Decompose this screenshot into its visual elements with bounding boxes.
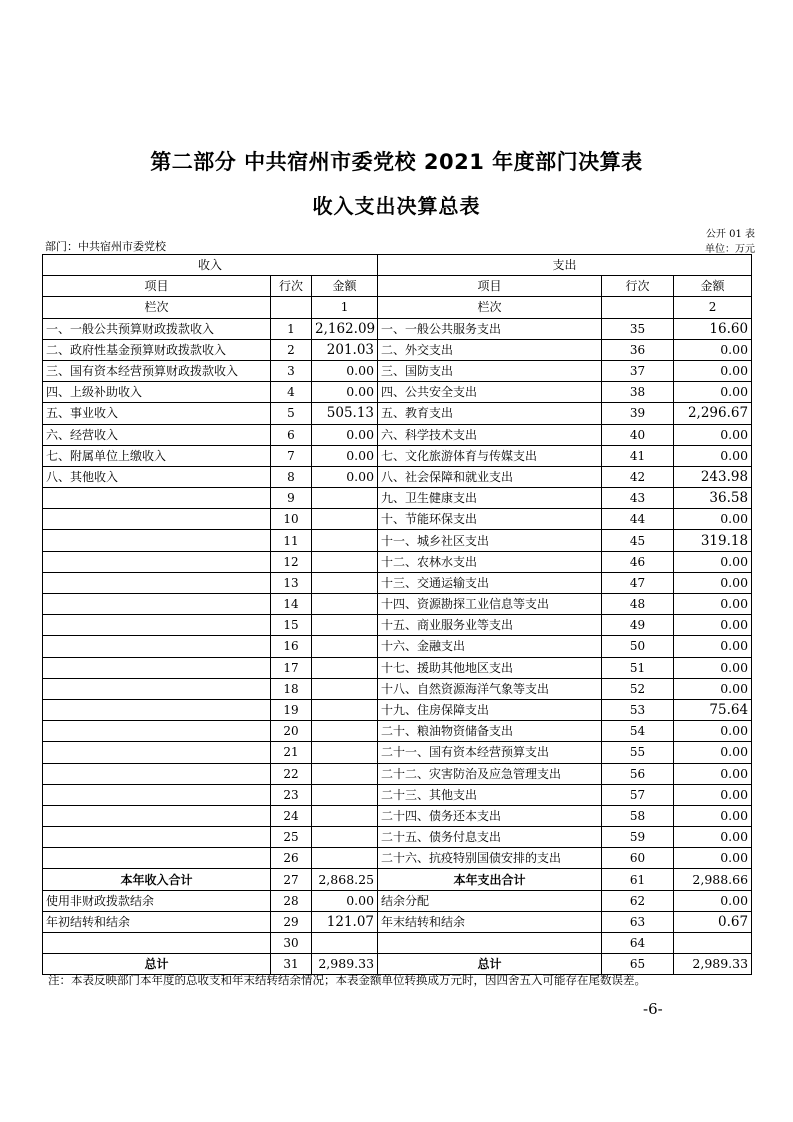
expense-amount-cell: 0.00 — [674, 339, 752, 360]
income-row-no-cell: 10 — [271, 509, 312, 530]
income-amount-cell — [312, 678, 378, 699]
table-row — [43, 509, 752, 530]
expense-amount-cell: 0.00 — [674, 784, 752, 805]
income-item-cell — [43, 488, 271, 509]
expense-row-no-cell: 65 — [602, 954, 674, 975]
income-item-cell — [43, 805, 271, 826]
expense-amount-cell: 243.98 — [674, 466, 752, 487]
table-row — [43, 615, 752, 636]
income-item-cell — [43, 551, 271, 572]
income-amount-cell — [312, 594, 378, 615]
expense-amount-cell: 0.00 — [674, 445, 752, 466]
income-item-cell — [43, 509, 271, 530]
table-row — [43, 424, 752, 445]
income-item-cell: 使用非财政拨款结余 — [43, 890, 271, 911]
expense-row-no-cell: 59 — [602, 827, 674, 848]
table-row — [43, 572, 752, 593]
income-row-no-cell: 22 — [271, 763, 312, 784]
income-item-cell — [43, 742, 271, 763]
expense-row-no-cell: 46 — [602, 551, 674, 572]
expense-row-no-cell: 49 — [602, 615, 674, 636]
expense-row-no-cell: 55 — [602, 742, 674, 763]
table-row — [43, 551, 752, 572]
income-amount-cell — [312, 572, 378, 593]
income-item-cell — [43, 636, 271, 657]
expense-row-no-cell: 35 — [602, 318, 674, 339]
income-amount-cell: 121.07 — [312, 911, 378, 932]
expense-row-no-cell: 56 — [602, 763, 674, 784]
expense-item-cell: 十三、交通运输支出 — [378, 572, 602, 593]
income-amount-cell: 0.00 — [312, 424, 378, 445]
income-item-cell — [43, 721, 271, 742]
expense-item-cell: 十二、农林水支出 — [378, 551, 602, 572]
expense-row-no-cell: 54 — [602, 721, 674, 742]
expense-amount-cell: 0.00 — [674, 360, 752, 381]
income-item-cell — [43, 594, 271, 615]
expense-item-cell: 总计 — [378, 954, 602, 975]
expense-row-no-cell: 58 — [602, 805, 674, 826]
table-row — [43, 360, 752, 381]
expense-item-cell: 二十四、债务还本支出 — [378, 805, 602, 826]
expense-row-no-cell: 53 — [602, 699, 674, 720]
expense-amount-cell: 0.00 — [674, 636, 752, 657]
income-row-no-cell: 19 — [271, 699, 312, 720]
expense-amount-cell: 0.67 — [674, 911, 752, 932]
income-item-cell — [43, 763, 271, 784]
income-item-cell: 总计 — [43, 954, 271, 975]
expense-row-no-cell: 43 — [602, 488, 674, 509]
expense-amount-cell: 0.00 — [674, 805, 752, 826]
expense-amount-cell: 0.00 — [674, 594, 752, 615]
expense-amount-cell: 0.00 — [674, 509, 752, 530]
income-item-cell: 八、其他收入 — [43, 466, 271, 487]
expense-column-index: 2 — [674, 297, 752, 318]
expense-row-no-cell: 60 — [602, 848, 674, 869]
table-row — [43, 699, 752, 720]
unit-label: 单位：万元 — [705, 244, 755, 255]
expense-item-cell: 十九、住房保障支出 — [378, 699, 602, 720]
department-label: 部门：中共宿州市委党校 — [45, 240, 166, 253]
expense-amount-cell: 2,989.33 — [674, 954, 752, 975]
income-row-no-cell: 15 — [271, 615, 312, 636]
income-amount-cell: 0.00 — [312, 360, 378, 381]
table-row — [43, 530, 752, 551]
income-row-no-cell: 28 — [271, 890, 312, 911]
expense-amount-cell: 0.00 — [674, 572, 752, 593]
table-row — [43, 721, 752, 742]
income-item-cell — [43, 827, 271, 848]
expense-amount-cell: 0.00 — [674, 890, 752, 911]
income-header: 收入 — [43, 255, 378, 276]
expense-item-cell — [378, 933, 602, 954]
income-row-no-cell: 29 — [271, 911, 312, 932]
expense-amount-cell: 2,296.67 — [674, 403, 752, 424]
income-item-cell: 四、上级补助收入 — [43, 382, 271, 403]
expense-row-no-cell: 39 — [602, 403, 674, 424]
table-row — [43, 339, 752, 360]
expense-row-no-cell: 64 — [602, 933, 674, 954]
expense-row-no-cell: 36 — [602, 339, 674, 360]
expense-row-no-cell: 52 — [602, 678, 674, 699]
expense-item-header: 项目 — [378, 276, 602, 297]
expense-row-no-cell: 45 — [602, 530, 674, 551]
expense-item-cell: 十四、资源勘探工业信息等支出 — [378, 594, 602, 615]
expense-amount-cell — [674, 933, 752, 954]
table-row — [43, 466, 752, 487]
income-item-header: 项目 — [43, 276, 271, 297]
income-item-cell — [43, 530, 271, 551]
income-item-cell — [43, 848, 271, 869]
income-item-cell — [43, 615, 271, 636]
page-subtitle: 收入支出决算总表 — [312, 194, 481, 218]
income-row-no-cell: 4 — [271, 382, 312, 403]
table-row — [43, 403, 752, 424]
expense-item-cell: 二十三、其他支出 — [378, 784, 602, 805]
income-column-blank — [271, 297, 312, 318]
income-amount-cell — [312, 657, 378, 678]
income-amount-cell: 0.00 — [312, 445, 378, 466]
income-item-cell — [43, 784, 271, 805]
expense-column-label: 栏次 — [378, 297, 602, 318]
expense-item-cell: 二、外交支出 — [378, 339, 602, 360]
income-amount-cell: 0.00 — [312, 890, 378, 911]
expense-item-cell: 二十五、债务付息支出 — [378, 827, 602, 848]
expense-amount-cell: 0.00 — [674, 848, 752, 869]
income-amount-cell: 0.00 — [312, 466, 378, 487]
header-row-column-index — [43, 297, 752, 318]
expense-item-cell: 五、教育支出 — [378, 403, 602, 424]
income-amount-cell: 2,989.33 — [312, 954, 378, 975]
income-item-cell: 七、附属单位上缴收入 — [43, 445, 271, 466]
table-row — [43, 594, 752, 615]
income-amount-cell — [312, 721, 378, 742]
income-row-no-cell: 16 — [271, 636, 312, 657]
income-row-no-cell: 2 — [271, 339, 312, 360]
income-item-cell: 三、国有资本经营预算财政拨款收入 — [43, 360, 271, 381]
income-amount-cell: 505.13 — [312, 403, 378, 424]
expense-row-no-cell: 63 — [602, 911, 674, 932]
table-row — [43, 382, 752, 403]
income-row-no-cell: 25 — [271, 827, 312, 848]
income-item-cell: 一、一般公共预算财政拨款收入 — [43, 318, 271, 339]
income-item-cell: 本年收入合计 — [43, 869, 271, 890]
expense-item-cell: 二十六、抗疫特别国债安排的支出 — [378, 848, 602, 869]
expense-item-cell: 本年支出合计 — [378, 869, 602, 890]
expense-row-no-cell: 38 — [602, 382, 674, 403]
income-row-no-cell: 27 — [271, 869, 312, 890]
income-amount-cell — [312, 615, 378, 636]
table-row — [43, 890, 752, 911]
income-row-no-header: 行次 — [271, 276, 312, 297]
income-amount-cell — [312, 509, 378, 530]
income-item-cell — [43, 699, 271, 720]
income-amount-cell — [312, 530, 378, 551]
income-amount-cell — [312, 742, 378, 763]
page-number: -6- — [643, 1000, 663, 1018]
table-row — [43, 869, 752, 890]
income-amount-header: 金额 — [312, 276, 378, 297]
income-amount-cell — [312, 848, 378, 869]
expense-amount-cell: 0.00 — [674, 657, 752, 678]
expense-item-cell: 七、文化旅游体育与传媒支出 — [378, 445, 602, 466]
income-item-cell: 五、事业收入 — [43, 403, 271, 424]
income-row-no-cell: 24 — [271, 805, 312, 826]
expense-item-cell: 十六、金融支出 — [378, 636, 602, 657]
expense-item-cell: 八、社会保障和就业支出 — [378, 466, 602, 487]
expense-amount-cell: 75.64 — [674, 699, 752, 720]
income-amount-cell: 201.03 — [312, 339, 378, 360]
expense-row-no-cell: 48 — [602, 594, 674, 615]
expense-row-no-cell: 62 — [602, 890, 674, 911]
table-row — [43, 933, 752, 954]
expense-amount-cell: 0.00 — [674, 382, 752, 403]
expense-row-no-cell: 40 — [602, 424, 674, 445]
expense-row-no-cell: 37 — [602, 360, 674, 381]
table-code: 公开 01 表 — [705, 229, 755, 240]
expense-row-no-cell: 51 — [602, 657, 674, 678]
expense-amount-cell: 0.00 — [674, 742, 752, 763]
expense-amount-header: 金额 — [674, 276, 752, 297]
expense-item-cell: 十一、城乡社区支出 — [378, 530, 602, 551]
expense-item-cell: 十五、商业服务业等支出 — [378, 615, 602, 636]
income-row-no-cell: 14 — [271, 594, 312, 615]
expense-item-cell: 十七、援助其他地区支出 — [378, 657, 602, 678]
income-row-no-cell: 21 — [271, 742, 312, 763]
income-row-no-cell: 31 — [271, 954, 312, 975]
table-row — [43, 805, 752, 826]
expense-amount-cell: 0.00 — [674, 615, 752, 636]
expense-item-cell: 二十、粮油物资储备支出 — [378, 721, 602, 742]
income-item-cell — [43, 933, 271, 954]
expense-row-no-cell: 50 — [602, 636, 674, 657]
income-amount-cell — [312, 933, 378, 954]
income-item-cell — [43, 572, 271, 593]
expense-row-no-cell: 47 — [602, 572, 674, 593]
table-row — [43, 636, 752, 657]
expense-item-cell: 十八、自然资源海洋气象等支出 — [378, 678, 602, 699]
expense-row-no-cell: 44 — [602, 509, 674, 530]
income-item-cell: 年初结转和结余 — [43, 911, 271, 932]
income-amount-cell: 0.00 — [312, 382, 378, 403]
table-row — [43, 827, 752, 848]
income-expense-table — [42, 254, 752, 975]
income-row-no-cell: 30 — [271, 933, 312, 954]
income-amount-cell — [312, 699, 378, 720]
expense-item-cell: 年末结转和结余 — [378, 911, 602, 932]
expense-header: 支出 — [378, 255, 752, 276]
table-row — [43, 488, 752, 509]
table-row — [43, 445, 752, 466]
expense-amount-cell: 2,988.66 — [674, 869, 752, 890]
expense-item-cell: 十、节能环保支出 — [378, 509, 602, 530]
table-row — [43, 318, 752, 339]
expense-row-no-header: 行次 — [602, 276, 674, 297]
income-row-no-cell: 9 — [271, 488, 312, 509]
expense-item-cell: 九、卫生健康支出 — [378, 488, 602, 509]
income-row-no-cell: 7 — [271, 445, 312, 466]
expense-item-cell: 二十一、国有资本经营预算支出 — [378, 742, 602, 763]
expense-amount-cell: 0.00 — [674, 763, 752, 784]
expense-column-blank — [602, 297, 674, 318]
table-row — [43, 911, 752, 932]
table-row — [43, 742, 752, 763]
expense-row-no-cell: 61 — [602, 869, 674, 890]
table-body — [43, 255, 752, 975]
income-amount-cell — [312, 551, 378, 572]
expense-amount-cell: 0.00 — [674, 721, 752, 742]
income-amount-cell — [312, 827, 378, 848]
table-row — [43, 848, 752, 869]
page-title: 第二部分 中共宿州市委党校 2021 年度部门决算表 — [150, 150, 643, 174]
income-row-no-cell: 17 — [271, 657, 312, 678]
income-item-cell — [43, 678, 271, 699]
income-amount-cell — [312, 488, 378, 509]
table-row — [43, 784, 752, 805]
expense-amount-cell: 319.18 — [674, 530, 752, 551]
table-row — [43, 678, 752, 699]
expense-item-cell: 一、一般公共服务支出 — [378, 318, 602, 339]
income-row-no-cell: 23 — [271, 784, 312, 805]
footnote: 注：本表反映部门本年度的总收支和年末结转结余情况；本表金额单位转换成万元时，因四舍五入可能存在尾数误差。 — [48, 973, 646, 987]
income-amount-cell: 2,162.09 — [312, 318, 378, 339]
income-amount-cell — [312, 805, 378, 826]
expense-item-cell: 六、科学技术支出 — [378, 424, 602, 445]
income-amount-cell — [312, 763, 378, 784]
expense-item-cell: 二十二、灾害防治及应急管理支出 — [378, 763, 602, 784]
income-row-no-cell: 13 — [271, 572, 312, 593]
header-row-columns — [43, 276, 752, 297]
income-row-no-cell: 6 — [271, 424, 312, 445]
expense-amount-cell: 0.00 — [674, 678, 752, 699]
expense-row-no-cell: 41 — [602, 445, 674, 466]
income-row-no-cell: 20 — [271, 721, 312, 742]
expense-amount-cell: 16.60 — [674, 318, 752, 339]
income-row-no-cell: 8 — [271, 466, 312, 487]
income-row-no-cell: 1 — [271, 318, 312, 339]
income-row-no-cell: 26 — [271, 848, 312, 869]
expense-item-cell: 三、国防支出 — [378, 360, 602, 381]
income-item-cell — [43, 657, 271, 678]
income-item-cell: 二、政府性基金预算财政拨款收入 — [43, 339, 271, 360]
expense-row-no-cell: 42 — [602, 466, 674, 487]
income-row-no-cell: 18 — [271, 678, 312, 699]
expense-item-cell: 结余分配 — [378, 890, 602, 911]
expense-item-cell: 四、公共安全支出 — [378, 382, 602, 403]
income-column-label: 栏次 — [43, 297, 271, 318]
expense-row-no-cell: 57 — [602, 784, 674, 805]
income-item-cell: 六、经营收入 — [43, 424, 271, 445]
income-row-no-cell: 12 — [271, 551, 312, 572]
income-amount-cell: 2,868.25 — [312, 869, 378, 890]
income-row-no-cell: 11 — [271, 530, 312, 551]
income-amount-cell — [312, 636, 378, 657]
income-row-no-cell: 3 — [271, 360, 312, 381]
income-amount-cell — [312, 784, 378, 805]
table-row — [43, 657, 752, 678]
expense-amount-cell: 0.00 — [674, 424, 752, 445]
income-row-no-cell: 5 — [271, 403, 312, 424]
table-row — [43, 763, 752, 784]
expense-amount-cell: 36.58 — [674, 488, 752, 509]
income-column-index: 1 — [312, 297, 378, 318]
expense-amount-cell: 0.00 — [674, 827, 752, 848]
expense-amount-cell: 0.00 — [674, 551, 752, 572]
header-row-section — [43, 255, 752, 276]
